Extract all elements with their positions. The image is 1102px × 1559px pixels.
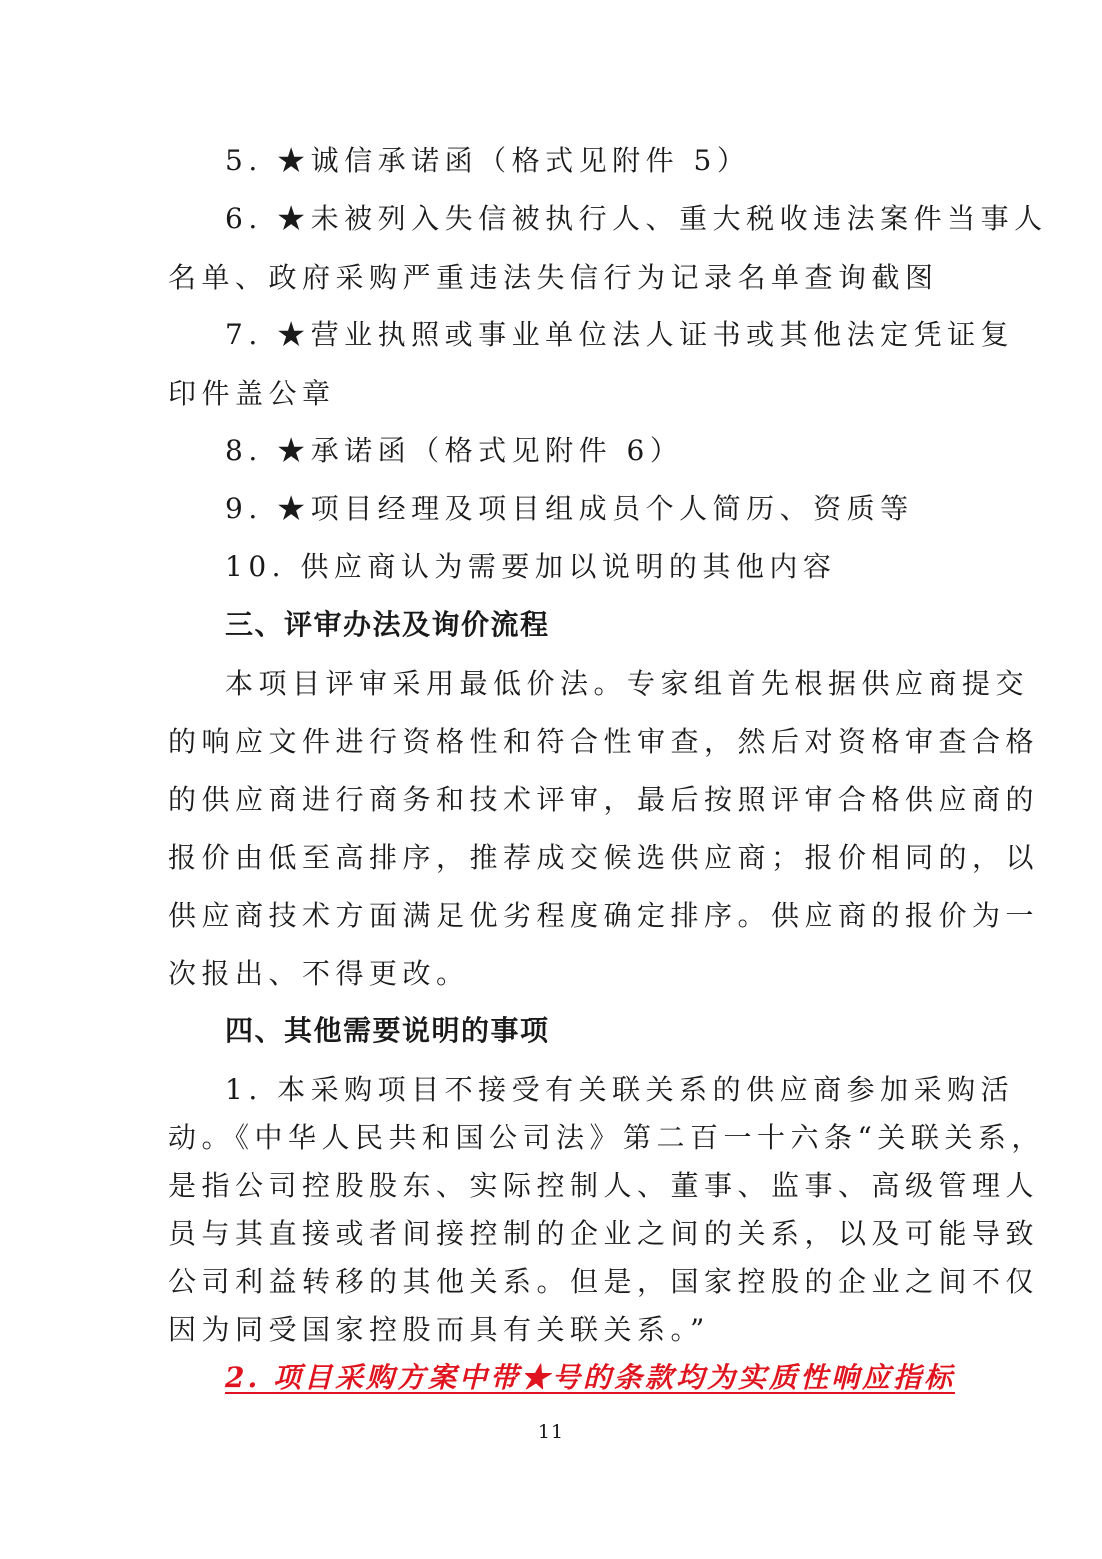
paragraph-line: 次报出、不得更改。 [168, 957, 470, 990]
paragraph-line: 1. 本采购项目不接受有关联关系的供应商参加采购活 [225, 1073, 1015, 1106]
list-item-7-continued: 印件盖公章 [168, 377, 336, 410]
paragraph-line: 的响应文件进行资格性和符合性审查，然后对资格审查合格 [168, 725, 1040, 758]
paragraph-line: 员与其直接或者间接控制的企业之间的关系，以及可能导致 [168, 1217, 1040, 1250]
paragraph-line: 的供应商进行商务和技术评审，最后按照评审合格供应商的 [168, 783, 1040, 816]
list-item-10: 10. 供应商认为需要加以说明的其他内容 [225, 550, 837, 583]
paragraph-line: 动。《中华人民共和国公司法》第二百一十六条“关联关系， [168, 1121, 1045, 1154]
paragraph-line: 报价由低至高排序，推荐成交候选供应商；报价相同的，以 [168, 841, 1040, 874]
list-item-5: 5. ★诚信承诺函（格式见附件 5） [225, 144, 751, 177]
paragraph-line: 本项目评审采用最低价法。专家组首先根据供应商提交 [225, 667, 1030, 700]
list-item-6-continued: 名单、政府采购严重违法失信行为记录名单查询截图 [168, 261, 939, 294]
list-item-8: 8. ★承诺函（格式见附件 6） [225, 434, 684, 467]
section-heading-3: 三、评审办法及询价流程 [225, 608, 550, 641]
section-heading-4: 四、其他需要说明的事项 [225, 1014, 550, 1047]
list-item-7: 7. ★营业执照或事业单位法人证书或其他法定凭证复 [225, 318, 1015, 351]
list-item-6: 6. ★未被列入失信被执行人、重大税收违法案件当事人 [225, 202, 1048, 235]
paragraph-line: 因为同受国家控股而具有关联关系。” [168, 1313, 710, 1346]
page-number: 11 [537, 1421, 565, 1443]
emphasis-line-red: 2. 项目采购方案中带★号的条款均为实质性响应指标 [225, 1361, 955, 1394]
paragraph-line: 是指公司控股股东、实际控制人、董事、监事、高级管理人 [168, 1169, 1040, 1202]
paragraph-line: 供应商技术方面满足优劣程度确定排序。供应商的报价为一 [168, 899, 1040, 932]
paragraph-line: 公司利益转移的其他关系。但是，国家控股的企业之间不仅 [168, 1265, 1040, 1298]
list-item-9: 9. ★项目经理及项目组成员个人简历、资质等 [225, 492, 914, 525]
